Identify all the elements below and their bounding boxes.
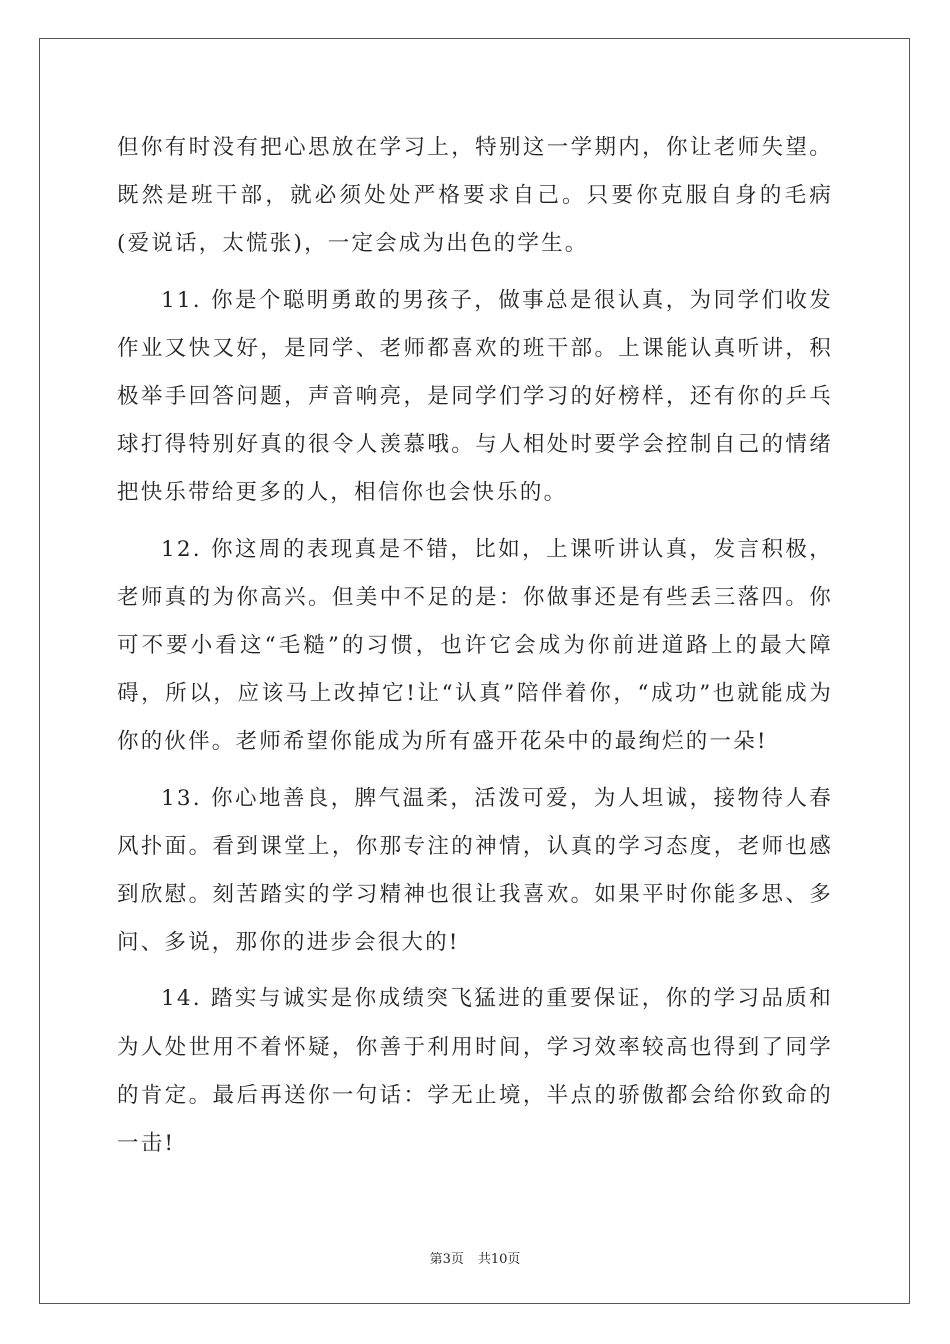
- page-footer: [0, 1248, 950, 1267]
- document-body: [117, 124, 833, 1168]
- paragraph-item-12: 12. 你这周的表现真是不错，比如，上课听讲认真，发言积极，老师真的为你高兴。但美中不足的是：你做事还是有些丢三落四。你可不要小看这“毛糙”的习惯，也许它会成为你前进道路上的最大障碍，所以，应该马上改掉它!让“认真”陪伴着你，“成功”也就能成为你的伙伴。老师希望你能成为所有盛开花朵中的最绚烂的一朵!: [117, 536, 833, 755]
- paragraph-continuation: 但你有时没有把心思放在学习上，特别这一学期内，你让老师失望。既然是班干部，就必须处处严格要求自己。只要你克服自身的毛病(爱说话，太慌张)，一定会成为出色的学生。: [117, 135, 833, 257]
- paragraph-item-13: 13. 你心地善良，脾气温柔，活泼可爱，为人坦诚，接物待人春风扑面。看到课堂上，你那专注的神情，认真的学习态度，老师也感到欣慰。刻苦踏实的学习精神也很让我喜欢。如果平时你能多思、多问、多说，那你的进步会很大的!: [117, 785, 833, 956]
- paragraph-item-11: 11. 你是个聪明勇敢的男孩子，做事总是很认真，为同学们收发作业又快又好，是同学、老师都喜欢的班干部。上课能认真听讲，积极举手回答问题，声音响亮，是同学们学习的好榜样，还有你的乒乓球打得特别好真的很令人羡慕哦。与人相处时要学会控制自己的情绪把快乐带给更多的人，相信你也会快乐的。: [117, 287, 833, 506]
- paragraph-item-14: 14. 踏实与诚实是你成绩突飞猛进的重要保证，你的学习品质和为人处世用不着怀疑，你善于利用时间，学习效率较高也得到了同学的肯定。最后再送你一句话：学无止境，半点的骄傲都会给你致命的一击!: [117, 986, 833, 1157]
- page-number: 第3页: [429, 1252, 464, 1267]
- page-total: 共10页: [477, 1252, 521, 1267]
